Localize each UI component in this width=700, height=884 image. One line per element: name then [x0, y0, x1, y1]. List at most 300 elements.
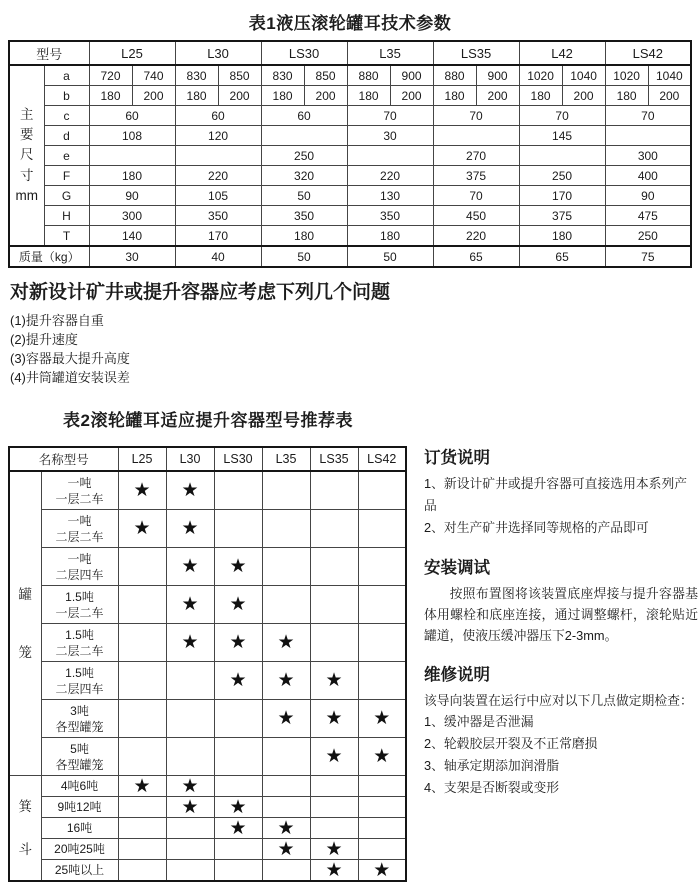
container-row: [9, 818, 406, 839]
container-label-cell: [41, 860, 118, 882]
dim-row: [9, 226, 691, 247]
dim-row: [9, 166, 691, 186]
dim-value-cell: 180: [433, 86, 476, 106]
container-row: [9, 586, 406, 624]
dim-key: d: [44, 126, 89, 146]
dim-value-cell: 320: [261, 166, 347, 186]
dim-value-cell: [89, 146, 175, 166]
model-header: L35: [347, 41, 433, 65]
dim-key: G: [44, 186, 89, 206]
model-header: L42: [519, 41, 605, 65]
instruction-line: 1、缓冲器是否泄漏: [424, 714, 534, 729]
category-char: 斗: [18, 842, 32, 857]
star-icon: ★: [277, 670, 295, 691]
dim-value-cell: 250: [605, 226, 691, 247]
container-label-cell: [41, 700, 118, 738]
container-label-cell: [41, 839, 118, 860]
table2: [8, 446, 407, 882]
model-header: L30: [175, 41, 261, 65]
dim-value-cell: 70: [433, 106, 519, 126]
star-cell: [358, 738, 406, 776]
container-label-line: 5吨: [70, 741, 89, 756]
empty-cell: [262, 548, 310, 586]
mass-label: 质量（kg）: [9, 246, 89, 267]
mass-value-cell: 65: [519, 246, 605, 267]
side-label-char: 要: [20, 127, 34, 143]
note-item: (4)井筒罐道安装误差: [10, 370, 130, 385]
instruction-heading: 维修说明: [424, 666, 490, 684]
star-icon: ★: [373, 708, 391, 729]
category-char: 笼: [18, 644, 32, 660]
empty-cell: [214, 860, 262, 882]
side-label-cell: [9, 65, 44, 246]
star-cell: [262, 700, 310, 738]
design-considerations-list: [10, 311, 390, 387]
dim-row: [9, 65, 691, 86]
dim-value-cell: 200: [304, 86, 347, 106]
side-label: [10, 108, 44, 203]
mass-value-cell: 30: [89, 246, 175, 267]
dim-value-cell: 200: [648, 86, 691, 106]
instructions-column: [424, 444, 698, 814]
container-row: [9, 700, 406, 738]
instruction-heading: 安装调试: [424, 559, 490, 577]
container-label-cell: [41, 510, 118, 548]
instruction-line: 1、新设计矿井或提升容器可直接选用本系列产品: [424, 476, 688, 513]
star-icon: ★: [229, 817, 247, 839]
table2-header-row: [9, 447, 406, 471]
note-item: (3)容器最大提升高度: [10, 351, 130, 366]
star-cell: [118, 510, 166, 548]
dim-value-cell: 130: [347, 186, 433, 206]
container-label-line: 各型罐笼: [55, 719, 104, 734]
container-label-line: 一吨: [67, 513, 92, 528]
dim-value-cell: 180: [89, 86, 132, 106]
container-label-line: 一吨: [67, 551, 92, 566]
empty-cell: [358, 548, 406, 586]
empty-cell: [310, 818, 358, 839]
mass-value-cell: 40: [175, 246, 261, 267]
dim-value-cell: [175, 146, 261, 166]
star-cell: [214, 818, 262, 839]
dim-value-cell: 200: [562, 86, 605, 106]
empty-cell: [262, 860, 310, 882]
star-cell: [262, 818, 310, 839]
dim-value-cell: 200: [390, 86, 433, 106]
star-cell: [166, 471, 214, 510]
empty-cell: [118, 624, 166, 662]
star-icon: ★: [181, 632, 199, 653]
empty-cell: [358, 818, 406, 839]
container-label-line: 1.5吨: [65, 627, 94, 642]
star-cell: [214, 624, 262, 662]
star-icon: ★: [325, 670, 343, 691]
dim-value-cell: 830: [175, 65, 218, 86]
dim-value-cell: 60: [175, 106, 261, 126]
empty-cell: [166, 738, 214, 776]
star-icon: ★: [133, 775, 151, 797]
dim-value-cell: 105: [175, 186, 261, 206]
dim-value-cell: 30: [347, 126, 433, 146]
dim-row: [9, 206, 691, 226]
dim-value-cell: 375: [433, 166, 519, 186]
star-cell: [262, 662, 310, 700]
star-cell: [214, 548, 262, 586]
empty-cell: [118, 662, 166, 700]
mass-value-cell: 75: [605, 246, 691, 267]
star-icon: ★: [229, 556, 247, 577]
star-icon: ★: [277, 838, 295, 860]
star-icon: ★: [277, 708, 295, 729]
empty-cell: [118, 738, 166, 776]
category-char: 箕: [18, 798, 32, 814]
star-cell: [310, 662, 358, 700]
dim-value-cell: 180: [261, 86, 304, 106]
container-label-line: 二层四车: [55, 567, 104, 582]
mass-value-cell: 50: [261, 246, 347, 267]
empty-cell: [310, 797, 358, 818]
dim-value-cell: 350: [347, 206, 433, 226]
empty-cell: [166, 662, 214, 700]
dim-value-cell: 220: [433, 226, 519, 247]
container-row: [9, 510, 406, 548]
empty-cell: [214, 471, 262, 510]
side-label-char: 尺: [20, 147, 34, 163]
container-label-line: 1.5吨: [65, 665, 94, 680]
dim-value-cell: 180: [519, 86, 562, 106]
star-cell: [214, 797, 262, 818]
empty-cell: [358, 586, 406, 624]
model-header: LS30: [261, 41, 347, 65]
container-label-cell: [41, 818, 118, 839]
dim-value-cell: 900: [390, 65, 433, 86]
dim-value-cell: 350: [261, 206, 347, 226]
empty-cell: [214, 776, 262, 797]
dim-value-cell: 850: [218, 65, 261, 86]
empty-cell: [358, 839, 406, 860]
container-row: [9, 738, 406, 776]
dim-value-cell: 1040: [562, 65, 605, 86]
star-cell: [358, 860, 406, 882]
container-label-cell: [41, 776, 118, 797]
dim-value-cell: 200: [476, 86, 519, 106]
star-icon: ★: [373, 859, 391, 881]
dim-key: b: [44, 86, 89, 106]
empty-cell: [118, 818, 166, 839]
star-cell: [118, 776, 166, 797]
dim-value-cell: 220: [347, 166, 433, 186]
dim-value-cell: 300: [89, 206, 175, 226]
dim-value-cell: 450: [433, 206, 519, 226]
dim-value-cell: 140: [89, 226, 175, 247]
star-icon: ★: [181, 518, 199, 539]
container-label-line: 二层二车: [55, 529, 104, 544]
dim-key: a: [44, 65, 89, 86]
dim-value-cell: 180: [347, 226, 433, 247]
star-cell: [358, 700, 406, 738]
empty-cell: [166, 818, 214, 839]
star-cell: [310, 700, 358, 738]
instruction-intro: 该导向装置在运行中应对以下几点做定期检查：: [424, 693, 693, 708]
dim-row: [9, 186, 691, 206]
container-label-line: 25吨以上: [54, 863, 105, 877]
dim-row: [9, 146, 691, 166]
star-cell: [166, 586, 214, 624]
empty-cell: [262, 797, 310, 818]
instruction-section: [424, 554, 698, 646]
dim-row: [9, 106, 691, 126]
dim-value-cell: [519, 146, 605, 166]
dim-value-cell: [605, 126, 691, 146]
model-header: LS42: [605, 41, 691, 65]
container-label-line: 1.5吨: [65, 589, 94, 604]
table1-technical-params: [8, 40, 692, 268]
dim-value-cell: 180: [347, 86, 390, 106]
dim-value-cell: 170: [519, 186, 605, 206]
container-row: [9, 471, 406, 510]
mass-value-cell: 50: [347, 246, 433, 267]
star-icon: ★: [133, 518, 151, 539]
dim-value-cell: 70: [347, 106, 433, 126]
instruction-heading: 订货说明: [424, 449, 490, 467]
dim-key: F: [44, 166, 89, 186]
dim-value-cell: 720: [89, 65, 132, 86]
dim-value-cell: 200: [218, 86, 261, 106]
empty-cell: [358, 471, 406, 510]
star-cell: [262, 624, 310, 662]
star-icon: ★: [229, 670, 247, 691]
design-considerations: [10, 277, 390, 387]
container-label-cell: [41, 586, 118, 624]
category-char: 罐: [18, 587, 32, 602]
star-icon: ★: [325, 859, 343, 881]
dim-value-cell: 70: [605, 106, 691, 126]
empty-cell: [118, 586, 166, 624]
side-label-char: mm: [15, 187, 38, 203]
dim-value-cell: 270: [433, 146, 519, 166]
container-label-cell: [41, 471, 118, 510]
empty-cell: [262, 586, 310, 624]
empty-cell: [118, 797, 166, 818]
instruction-section: [424, 444, 698, 539]
container-label-line: 3吨: [70, 703, 89, 718]
dim-value-cell: 200: [132, 86, 175, 106]
container-label-line: 一吨: [67, 475, 92, 490]
dim-value-cell: 108: [89, 126, 175, 146]
star-icon: ★: [325, 708, 343, 729]
dim-value-cell: 475: [605, 206, 691, 226]
star-icon: ★: [229, 594, 247, 615]
dim-value-cell: 90: [89, 186, 175, 206]
model-header: L25: [89, 41, 175, 65]
dim-value-cell: [347, 146, 433, 166]
star-icon: ★: [181, 796, 199, 818]
model-header: L30: [166, 447, 214, 471]
star-icon: ★: [181, 594, 199, 615]
side-label-char: 主: [20, 107, 34, 123]
star-cell: [310, 839, 358, 860]
instruction-line: 2、轮毂胶层开裂及不正常磨损: [424, 736, 598, 751]
dim-value-cell: 70: [519, 106, 605, 126]
star-cell: [166, 776, 214, 797]
star-cell: [310, 860, 358, 882]
dim-value-cell: [433, 126, 519, 146]
container-row: [9, 797, 406, 818]
dim-value-cell: 60: [89, 106, 175, 126]
star-icon: ★: [373, 746, 391, 767]
container-row: [9, 624, 406, 662]
star-cell: [166, 548, 214, 586]
dim-value-cell: 830: [261, 65, 304, 86]
category-cell: [9, 776, 41, 882]
dim-value-cell: 740: [132, 65, 175, 86]
dim-value-cell: 850: [304, 65, 347, 86]
star-icon: ★: [325, 746, 343, 767]
dim-value-cell: 880: [347, 65, 390, 86]
empty-cell: [358, 797, 406, 818]
container-row: [9, 662, 406, 700]
empty-cell: [310, 776, 358, 797]
category-label: [10, 800, 41, 857]
side-label-char: 寸: [20, 167, 34, 183]
star-cell: [262, 839, 310, 860]
model-header: LS30: [214, 447, 262, 471]
dim-row: [9, 86, 691, 106]
empty-cell: [310, 586, 358, 624]
container-label-cell: [41, 738, 118, 776]
star-icon: ★: [229, 632, 247, 653]
dim-value-cell: 375: [519, 206, 605, 226]
mass-row: [9, 246, 691, 267]
category-cell: [9, 471, 41, 776]
name-model-corner-header: 名称型号: [9, 447, 118, 471]
dim-value-cell: [261, 126, 347, 146]
dim-key: c: [44, 106, 89, 126]
dim-value-cell: 120: [175, 126, 261, 146]
empty-cell: [358, 776, 406, 797]
dim-value-cell: 70: [433, 186, 519, 206]
dim-value-cell: 300: [605, 146, 691, 166]
star-cell: [214, 586, 262, 624]
star-cell: [118, 471, 166, 510]
empty-cell: [118, 839, 166, 860]
dim-value-cell: 60: [261, 106, 347, 126]
empty-cell: [262, 471, 310, 510]
empty-cell: [262, 510, 310, 548]
dim-value-cell: 880: [433, 65, 476, 86]
container-label-cell: [41, 797, 118, 818]
star-cell: [166, 624, 214, 662]
dim-value-cell: 180: [605, 86, 648, 106]
dim-value-cell: 180: [175, 86, 218, 106]
container-label-line: 各型罐笼: [55, 757, 104, 772]
star-icon: ★: [325, 838, 343, 860]
dim-value-cell: 900: [476, 65, 519, 86]
container-row: [9, 839, 406, 860]
table2-title: 表2滚轮罐耳适应提升容器型号推荐表: [63, 411, 353, 430]
empty-cell: [358, 624, 406, 662]
dim-value-cell: 180: [519, 226, 605, 247]
star-cell: [310, 738, 358, 776]
star-icon: ★: [277, 632, 295, 653]
empty-cell: [358, 662, 406, 700]
dim-value-cell: 400: [605, 166, 691, 186]
dim-value-cell: 1040: [648, 65, 691, 86]
instruction-line: 4、支架是否断裂或变形: [424, 780, 560, 795]
empty-cell: [310, 548, 358, 586]
star-icon: ★: [133, 480, 151, 501]
dim-value-cell: 250: [261, 146, 347, 166]
empty-cell: [310, 510, 358, 548]
empty-cell: [262, 776, 310, 797]
empty-cell: [214, 510, 262, 548]
model-header: LS35: [433, 41, 519, 65]
design-considerations-heading: 对新设计矿井或提升容器应考虑下列几个问题: [10, 282, 391, 303]
container-row: [9, 548, 406, 586]
note-item: (2)提升速度: [10, 332, 78, 347]
star-cell: [214, 662, 262, 700]
dim-value-cell: 50: [261, 186, 347, 206]
dim-value-cell: 180: [261, 226, 347, 247]
container-row: [9, 860, 406, 882]
star-cell: [166, 797, 214, 818]
dim-value-cell: 90: [605, 186, 691, 206]
model-header: L25: [118, 447, 166, 471]
dim-value-cell: 180: [89, 166, 175, 186]
empty-cell: [310, 471, 358, 510]
dim-value-cell: 1020: [519, 65, 562, 86]
empty-cell: [118, 860, 166, 882]
table1-title: 表1液压滚轮罐耳技术参数: [248, 14, 452, 33]
instruction-paragraph: 按照布置图将该装置底座焊接与提升容器基体用螺栓和底座连接，通过调整螺杆，滚轮贴近罐道，使液压缓冲器压下2-3mm。: [424, 586, 698, 643]
instruction-section: [424, 661, 698, 799]
category-label: [10, 588, 41, 659]
star-icon: ★: [181, 775, 199, 797]
dim-value-cell: 145: [519, 126, 605, 146]
table2-body: [9, 447, 406, 881]
empty-cell: [214, 839, 262, 860]
star-icon: ★: [229, 796, 247, 818]
model-header: LS35: [310, 447, 358, 471]
container-label-line: 16吨: [66, 821, 93, 835]
empty-cell: [214, 700, 262, 738]
empty-cell: [358, 510, 406, 548]
empty-cell: [166, 700, 214, 738]
container-label-cell: [41, 548, 118, 586]
model-corner-header: 型号: [9, 41, 89, 65]
star-icon: ★: [181, 556, 199, 577]
container-label-line: 4吨6吨: [60, 779, 99, 793]
container-label-line: 一层二车: [55, 605, 104, 620]
star-icon: ★: [181, 480, 199, 501]
container-label-cell: [41, 662, 118, 700]
dim-value-cell: 250: [519, 166, 605, 186]
container-label-line: 一层二车: [55, 491, 104, 506]
note-item: (1)提升容器自重: [10, 313, 104, 328]
container-label-line: 二层四车: [55, 681, 104, 696]
star-cell: [166, 510, 214, 548]
model-header: L35: [262, 447, 310, 471]
dim-value-cell: 350: [175, 206, 261, 226]
empty-cell: [166, 839, 214, 860]
empty-cell: [262, 738, 310, 776]
table1: [8, 40, 692, 268]
dim-key: H: [44, 206, 89, 226]
empty-cell: [214, 738, 262, 776]
empty-cell: [118, 548, 166, 586]
star-icon: ★: [277, 817, 295, 839]
table2-recommendation-matrix: [8, 446, 407, 882]
